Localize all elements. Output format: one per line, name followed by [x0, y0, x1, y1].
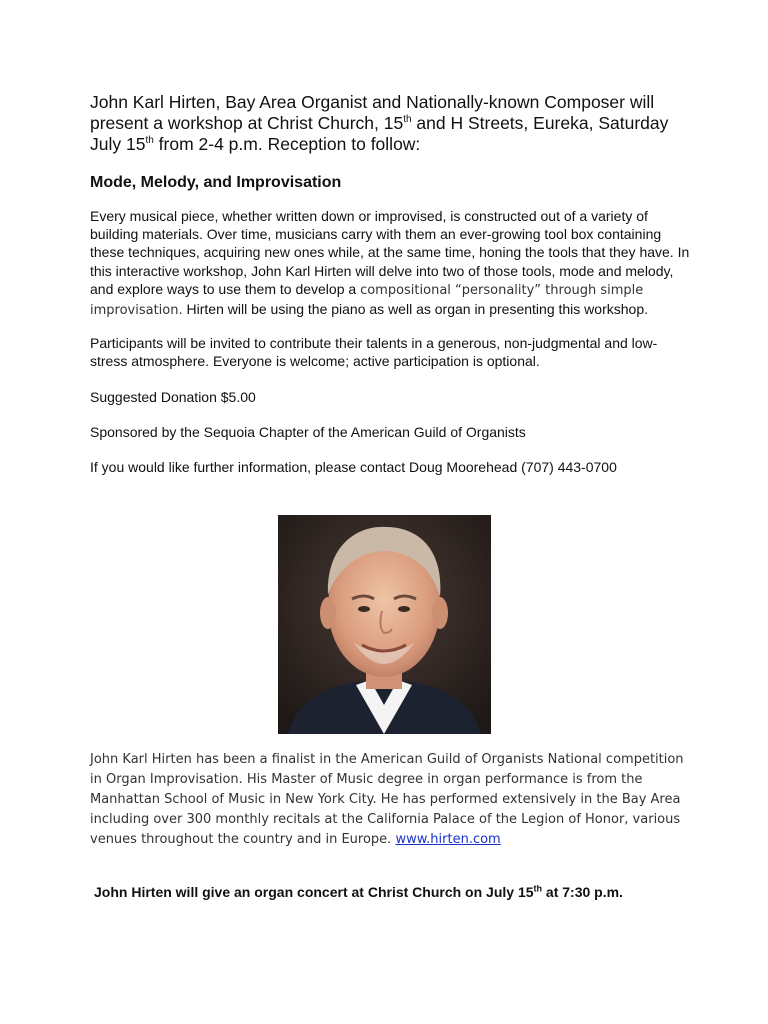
concert-announcement: [94, 884, 714, 900]
description-paragraph: [90, 207, 690, 320]
biography-paragraph: [90, 750, 690, 850]
description-text-2: compositional “personality” through simple improvisation.: [90, 282, 644, 319]
intro-text-1: John Karl Hirten, Bay Area Organist and Nationally-known Composer will present a workshop at Christ Church, 15: [90, 92, 655, 133]
participation-paragraph: Participants will be invited to contribute their talents in a generous, non-judgmental and low-stress atmosphere. Everyone is welcome; active participation is optional.: [90, 335, 658, 370]
intro-paragraph: [90, 92, 690, 155]
concert-text-2: at 7:30 p.m.: [542, 884, 623, 900]
intro-text-2: and H Streets, Eureka, Saturday July 15: [90, 113, 669, 154]
concert-superscript: th: [533, 883, 543, 894]
concert-text-1: John Hirten will give an organ concert at Christ Church on July 15: [94, 884, 534, 900]
website-link[interactable]: www.hirten.com: [395, 832, 501, 847]
description-text-1: Every musical piece, whether written down or improvised, is constructed out of a variety of building materials. Over time, musicians carry with them an ever-growing tool box containing these techniques, acquiring new ones while, at the same time, honing the tools that they have. In this interactive workshop, John Karl Hirten will delve into two of those tools, mode and melody, and explore ways to use them to develop a: [90, 208, 690, 297]
donation-line: Suggested Donation $5.00: [90, 388, 256, 405]
biography-text: John Karl Hirten has been a finalist in the American Guild of Organists National competition in Organ Improvisation. His Master of Music degree in organ performance is from the Manhattan School of Music in New York City. He has performed extensively in the Bay Area including over 300 monthly recitals at the California Palace of the Legion of Honor, various venues throughout the country and in Europe.: [90, 752, 684, 847]
intro-superscript-2: th: [145, 135, 154, 147]
portrait-image: [278, 515, 491, 734]
intro-superscript-1: th: [403, 114, 412, 126]
intro-text-3: from 2-4 p.m. Reception to follow:: [153, 134, 421, 154]
description-text-3: Hirten will be using the piano as well as organ in presenting this workshop.: [182, 301, 648, 318]
document-body: [90, 92, 690, 476]
portrait-photo: [278, 515, 491, 734]
sponsor-line: Sponsored by the Sequoia Chapter of the American Guild of Organists: [90, 423, 526, 440]
contact-line: If you would like further information, please contact Doug Moorehead (707) 443-0700: [90, 458, 617, 475]
workshop-title: Mode, Melody, and Improvisation: [90, 174, 342, 191]
